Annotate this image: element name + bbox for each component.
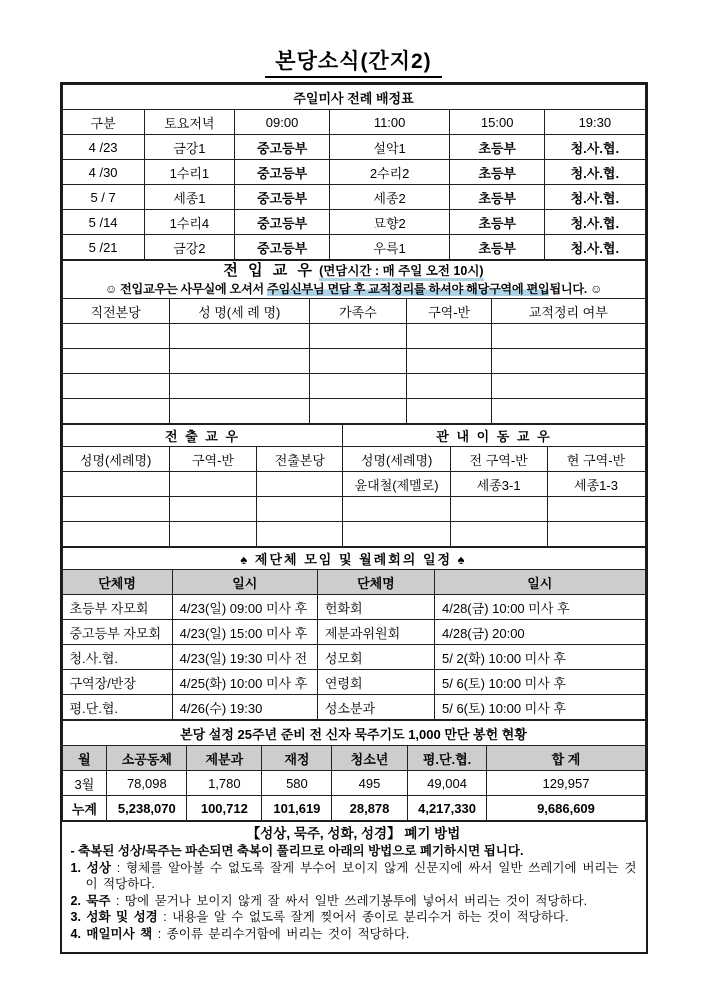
table-cell bbox=[62, 324, 169, 349]
table-cell: 중고등부 bbox=[235, 235, 330, 260]
table-cell: 100,712 bbox=[187, 796, 262, 821]
table-cell: 5 / 7 bbox=[62, 185, 144, 210]
transfer-in-table bbox=[62, 260, 646, 424]
table-cell bbox=[257, 522, 343, 547]
column-header: 성 명(세 례 명) bbox=[169, 299, 309, 324]
table-cell: 5 /21 bbox=[62, 235, 144, 260]
table-cell bbox=[62, 399, 169, 424]
table-cell: 초등부 자모회 bbox=[62, 595, 172, 620]
table-cell bbox=[492, 399, 645, 424]
table-row bbox=[62, 771, 645, 796]
table-cell bbox=[169, 374, 309, 399]
table-cell: 78,098 bbox=[107, 771, 187, 796]
table-cell: 제분과위원회 bbox=[317, 620, 434, 645]
table-cell: 헌화회 bbox=[317, 595, 434, 620]
table-row bbox=[62, 110, 645, 135]
mass-schedule-title: 주일미사 전례 배정표 bbox=[62, 85, 645, 110]
disposal-item-label: 3. 성화 및 성경 bbox=[70, 910, 158, 925]
column-header: 구역-반 bbox=[407, 299, 492, 324]
internal-move-title: 관 내 이 동 교 우 bbox=[343, 425, 645, 447]
table-cell: 1수리1 bbox=[144, 160, 234, 185]
table-row bbox=[62, 721, 645, 746]
table-cell: 4/23(일) 19:30 미사 전 bbox=[172, 645, 317, 670]
table-cell bbox=[309, 349, 406, 374]
disposal-item-label: 1. 성상 bbox=[70, 860, 111, 875]
highlighted-note-text: 주임신부님 면담 후 교적정리를 하셔야 해당구역에 편입 bbox=[267, 282, 550, 296]
table-row bbox=[62, 374, 645, 399]
table-row bbox=[62, 299, 645, 324]
table-cell: 윤대철(제멜로) bbox=[343, 472, 450, 497]
table-cell: 4/26(수) 19:30 bbox=[172, 695, 317, 720]
table-cell: 우륵1 bbox=[330, 235, 450, 260]
table-cell bbox=[309, 324, 406, 349]
disposal-item bbox=[71, 909, 637, 926]
table-cell bbox=[407, 324, 492, 349]
column-header: 성명(세례명) bbox=[62, 447, 169, 472]
table-row bbox=[62, 261, 645, 299]
disposal-item-text: : 내용을 알 수 없도록 잘게 찢어서 종이로 분리수거 하는 것이 적당하다. bbox=[157, 910, 569, 925]
table-row bbox=[62, 349, 645, 374]
table-cell bbox=[62, 374, 169, 399]
disposal-item-text: : 종이류 분리수거함에 버리는 것이 적당하다. bbox=[152, 927, 410, 942]
table-row bbox=[62, 522, 645, 547]
table-row bbox=[62, 472, 645, 497]
column-header: 재정 bbox=[262, 746, 332, 771]
table-cell bbox=[547, 522, 645, 547]
table-row bbox=[62, 796, 645, 821]
table-cell: 5/ 6(토) 10:00 미사 후 bbox=[435, 670, 646, 695]
transfer-in-note bbox=[63, 281, 645, 298]
table-row bbox=[62, 235, 645, 260]
table-cell: 1수리4 bbox=[144, 210, 234, 235]
column-header: 19:30 bbox=[545, 110, 645, 135]
table-cell: 중고등부 bbox=[235, 135, 330, 160]
table-cell bbox=[169, 497, 256, 522]
table-cell bbox=[62, 349, 169, 374]
table-cell: 청.사.협. bbox=[545, 135, 645, 160]
disposal-item bbox=[71, 893, 637, 910]
table-cell: 성모회 bbox=[317, 645, 434, 670]
table-cell: 4/23(일) 15:00 미사 후 bbox=[172, 620, 317, 645]
disposal-item-text: : 형체를 알아볼 수 없도록 잘게 부수어 보이지 않게 신문지에 싸서 일반 쓰레기에 버리는 것이 적당하다. bbox=[85, 860, 637, 892]
table-cell: 5/ 6(토) 10:00 미사 후 bbox=[435, 695, 646, 720]
table-row bbox=[62, 135, 645, 160]
table-cell: 2수리2 bbox=[330, 160, 450, 185]
table-cell bbox=[407, 374, 492, 399]
table-row bbox=[62, 210, 645, 235]
column-header: 11:00 bbox=[330, 110, 450, 135]
table-cell bbox=[62, 497, 169, 522]
table-cell: 중고등부 bbox=[235, 185, 330, 210]
column-header: 가족수 bbox=[309, 299, 406, 324]
meetings-table bbox=[62, 547, 646, 720]
disposal-title: 【성상, 묵주, 성화, 성경】 폐기 방법 bbox=[246, 826, 461, 841]
table-cell bbox=[547, 497, 645, 522]
transfer-out-title: 전 출 교 우 bbox=[62, 425, 343, 447]
disposal-item-label: 4. 매일미사 책 bbox=[70, 927, 153, 942]
transfer-in-title bbox=[63, 261, 645, 281]
table-cell: 초등부 bbox=[450, 235, 545, 260]
column-header: 합 계 bbox=[487, 746, 645, 771]
column-header: 소공동체 bbox=[107, 746, 187, 771]
column-header: 월 bbox=[62, 746, 107, 771]
table-cell: 청.사.협. bbox=[545, 235, 645, 260]
table-cell bbox=[257, 497, 343, 522]
table-row bbox=[62, 447, 645, 472]
table-cell: 28,878 bbox=[332, 796, 407, 821]
table-cell: 101,619 bbox=[262, 796, 332, 821]
table-cell: 4 /30 bbox=[62, 160, 144, 185]
table-cell bbox=[257, 472, 343, 497]
transfer-in-header bbox=[62, 261, 645, 299]
column-header: 15:00 bbox=[450, 110, 545, 135]
table-row bbox=[62, 399, 645, 424]
table-row bbox=[62, 695, 645, 720]
table-cell: 3월 bbox=[62, 771, 107, 796]
table-cell bbox=[407, 399, 492, 424]
column-header: 일시 bbox=[172, 570, 317, 595]
table-cell bbox=[169, 324, 309, 349]
disposal-item bbox=[71, 926, 637, 943]
table-cell bbox=[450, 522, 547, 547]
column-header: 09:00 bbox=[235, 110, 330, 135]
table-cell: 연령회 bbox=[317, 670, 434, 695]
rosary-title: 본당 설정 25주년 준비 전 신자 묵주기도 1,000 만단 봉헌 현황 bbox=[62, 721, 645, 746]
page-title: 본당소식(간지2) bbox=[265, 45, 441, 78]
table-cell bbox=[309, 399, 406, 424]
disposal-item-label: 2. 묵주 bbox=[70, 893, 111, 908]
table-cell: 4/25(화) 10:00 미사 후 bbox=[172, 670, 317, 695]
table-cell: 4,217,330 bbox=[407, 796, 487, 821]
table-cell: 초등부 bbox=[450, 210, 545, 235]
disposal-section bbox=[62, 821, 646, 952]
column-header: 단체명 bbox=[62, 570, 172, 595]
table-row bbox=[62, 645, 645, 670]
note-text: ☺ 전입교우는 사무실에 오셔서 bbox=[104, 282, 267, 296]
table-cell: 중고등부 bbox=[235, 160, 330, 185]
column-header: 구분 bbox=[62, 110, 144, 135]
interview-time-note: (면담시간 : 매 주일 오전 10시) bbox=[319, 264, 484, 281]
column-header: 일시 bbox=[435, 570, 646, 595]
table-cell: 청.사.협. bbox=[545, 185, 645, 210]
table-cell: 금강1 bbox=[144, 135, 234, 160]
table-cell bbox=[169, 472, 256, 497]
table-cell: 청.사.협. bbox=[62, 645, 172, 670]
table-cell: 초등부 bbox=[450, 185, 545, 210]
table-cell: 세종2 bbox=[330, 185, 450, 210]
table-cell: 495 bbox=[332, 771, 407, 796]
column-header: 현 구역-반 bbox=[547, 447, 645, 472]
disposal-item-text: : 땅에 묻거나 보이지 않게 잘 싸서 일반 쓰레기봉투에 넣어서 버리는 것이 적당하다. bbox=[110, 893, 588, 908]
table-cell: 초등부 bbox=[450, 160, 545, 185]
disposal-intro: - 축복된 성상/묵주는 파손되면 축복이 풀리므로 아래의 방법으로 폐기하시면 됩니다. bbox=[70, 843, 524, 858]
table-cell bbox=[407, 349, 492, 374]
table-cell: 9,686,609 bbox=[487, 796, 645, 821]
column-header: 전 구역-반 bbox=[450, 447, 547, 472]
column-header: 제분과 bbox=[187, 746, 262, 771]
table-cell: 중고등부 bbox=[235, 210, 330, 235]
table-cell: 4/23(일) 09:00 미사 후 bbox=[172, 595, 317, 620]
table-cell: 세종3-1 bbox=[450, 472, 547, 497]
table-cell: 설악1 bbox=[330, 135, 450, 160]
table-row bbox=[62, 185, 645, 210]
rosary-status-table bbox=[62, 720, 646, 821]
table-cell bbox=[169, 522, 256, 547]
table-cell: 1,780 bbox=[187, 771, 262, 796]
table-cell: 구역장/반장 bbox=[62, 670, 172, 695]
table-cell: 세종1-3 bbox=[547, 472, 645, 497]
table-row bbox=[62, 497, 645, 522]
table-cell bbox=[309, 374, 406, 399]
table-cell: 청.사.협. bbox=[545, 210, 645, 235]
note-text: 됩니다. ☺ bbox=[549, 282, 603, 296]
table-cell: 129,957 bbox=[487, 771, 645, 796]
table-cell: 580 bbox=[262, 771, 332, 796]
table-row bbox=[62, 620, 645, 645]
mass-schedule-table bbox=[62, 84, 646, 260]
table-row bbox=[62, 548, 645, 570]
table-cell: 5,238,070 bbox=[107, 796, 187, 821]
column-header: 전출본당 bbox=[257, 447, 343, 472]
table-cell: 5/ 2(화) 10:00 미사 후 bbox=[435, 645, 646, 670]
column-header: 직전본당 bbox=[62, 299, 169, 324]
table-row bbox=[62, 425, 645, 447]
table-cell: 평.단.협. bbox=[62, 695, 172, 720]
table-cell: 4/28(금) 20:00 bbox=[435, 620, 646, 645]
table-cell bbox=[169, 349, 309, 374]
bulletin-body bbox=[60, 82, 648, 954]
column-header: 교적정리 여부 bbox=[492, 299, 645, 324]
table-row bbox=[62, 570, 645, 595]
table-cell: 세종1 bbox=[144, 185, 234, 210]
column-header: 청소년 bbox=[332, 746, 407, 771]
disposal-item bbox=[71, 860, 637, 893]
table-cell bbox=[169, 399, 309, 424]
table-cell bbox=[492, 349, 645, 374]
table-cell: 청.사.협. bbox=[545, 160, 645, 185]
table-row bbox=[62, 746, 645, 771]
column-header: 성명(세례명) bbox=[343, 447, 450, 472]
meetings-title: ♠ 제단체 모임 및 월례회의 일정 ♠ bbox=[62, 548, 645, 570]
table-cell bbox=[343, 497, 450, 522]
table-cell: 누계 bbox=[62, 796, 107, 821]
column-header: 단체명 bbox=[317, 570, 434, 595]
table-cell: 4/28(금) 10:00 미사 후 bbox=[435, 595, 646, 620]
table-row bbox=[62, 670, 645, 695]
table-cell: 4 /23 bbox=[62, 135, 144, 160]
table-row bbox=[62, 595, 645, 620]
section-title: 전 입 교 우 bbox=[223, 262, 315, 279]
table-cell bbox=[492, 374, 645, 399]
title-area bbox=[0, 0, 707, 78]
table-cell: 5 /14 bbox=[62, 210, 144, 235]
table-cell: 성소분과 bbox=[317, 695, 434, 720]
table-cell: 중고등부 자모회 bbox=[62, 620, 172, 645]
column-header: 토요저녁 bbox=[144, 110, 234, 135]
table-cell: 금강2 bbox=[144, 235, 234, 260]
table-cell bbox=[492, 324, 645, 349]
table-row bbox=[62, 160, 645, 185]
table-cell bbox=[343, 522, 450, 547]
table-cell bbox=[62, 522, 169, 547]
column-header: 평.단.협. bbox=[407, 746, 487, 771]
transfer-out-move-table bbox=[62, 424, 646, 547]
table-cell: 49,004 bbox=[407, 771, 487, 796]
table-cell: 초등부 bbox=[450, 135, 545, 160]
table-cell bbox=[62, 472, 169, 497]
table-row bbox=[62, 85, 645, 110]
column-header: 구역-반 bbox=[169, 447, 256, 472]
table-cell bbox=[450, 497, 547, 522]
table-row bbox=[62, 324, 645, 349]
table-cell: 묘향2 bbox=[330, 210, 450, 235]
